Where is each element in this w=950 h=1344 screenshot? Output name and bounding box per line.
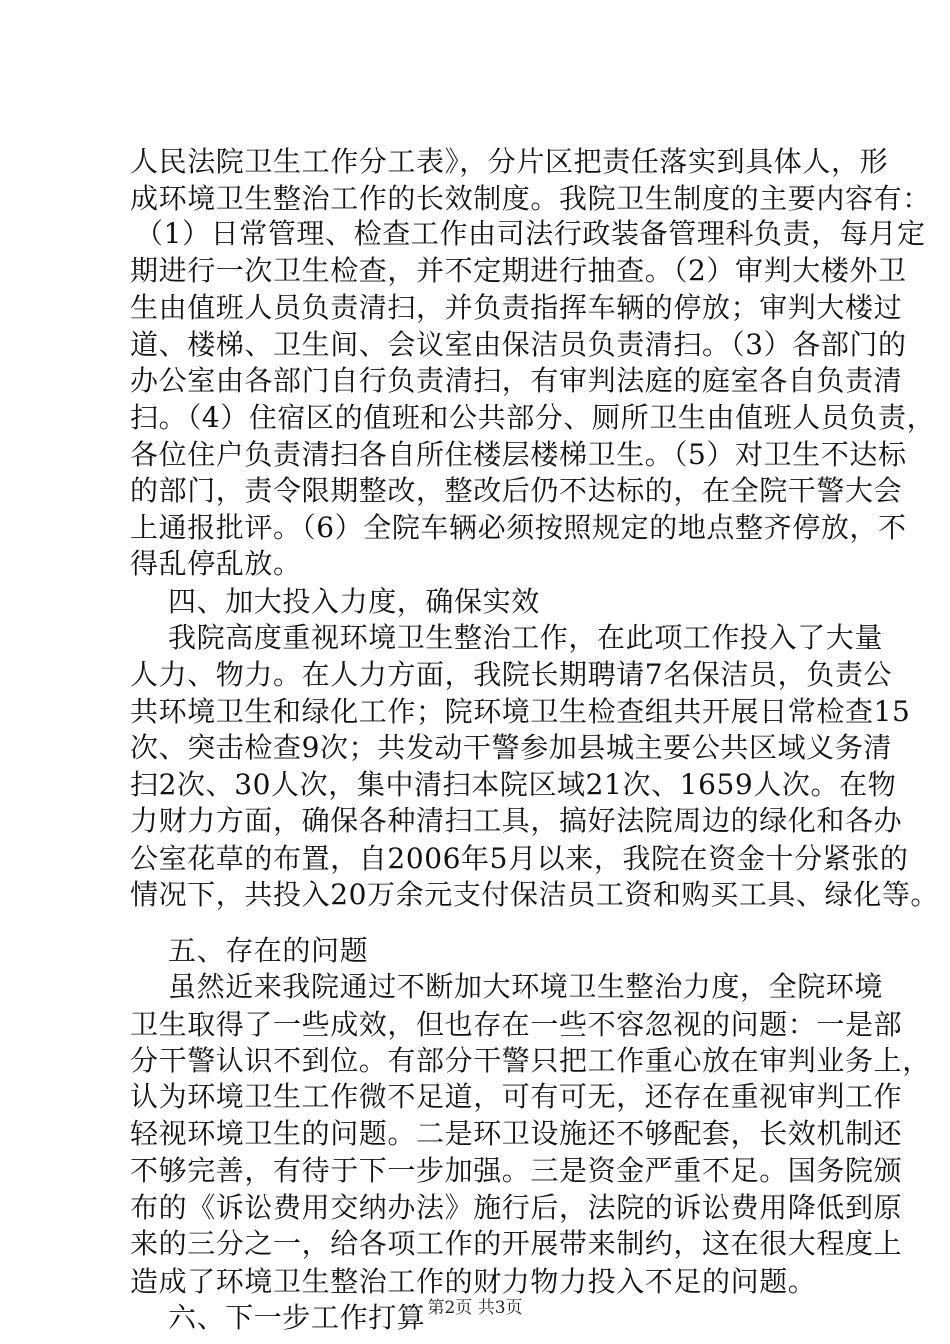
text-line: 卫生取得了一些成效，但也存在一些不容忽视的问题：一是部 xyxy=(130,1008,903,1041)
text-line: 扫。（4）住宿区的值班和公共部分、厕所卫生由值班人员负责， xyxy=(130,401,936,434)
text-line: 共环境卫生和绿化工作；院环境卫生检查组共开展日常检查15 xyxy=(130,695,911,728)
text-line: 来的三分之一，给各项工作的开展带来制约，这在很大程度上 xyxy=(130,1227,903,1260)
text-line: 期进行一次卫生检查，并不定期进行抽查。（2）审判大楼外卫 xyxy=(130,254,907,287)
text-line: 次、突击检查9次；共发动干警参加县城主要公共区域义务清 xyxy=(130,731,893,764)
text-line: 四、加大投入力度，确保实效 xyxy=(130,585,540,618)
text-line: 我院高度重视环境卫生整治工作，在此项工作投入了大量 xyxy=(130,621,884,654)
text-line: 办公室由各部门自行负责清扫，有审判法庭的庭室各自负责清 xyxy=(130,364,903,397)
text-line: 公室花草的布置，自2006年5月以来，我院在资金十分紧张的 xyxy=(130,842,909,875)
text-line: 生由值班人员负责清扫，并负责指挥车辆的停放；审判大楼过 xyxy=(130,291,903,324)
text-line: 上通报批评。（6）全院车辆必须按照规定的地点整齐停放，不 xyxy=(130,511,907,544)
text-line: 认为环境卫生工作微不足道，可有可无，还存在重视审判工作 xyxy=(130,1080,903,1113)
text-line: （1）日常管理、检查工作由司法行政装备管理科负责，每月定 xyxy=(135,217,926,250)
text-line: 各位住户负责清扫各自所住楼层楼梯卫生。（5）对卫生不达标 xyxy=(130,438,907,471)
text-line: 六、下一步工作打算 xyxy=(130,1301,426,1334)
text-line: 情况下，共投入20万余元支付保洁员工资和购买工具、绿化等。 xyxy=(130,878,940,911)
text-line: 人力、物力。在人力方面，我院长期聘请7名保洁员，负责公 xyxy=(130,658,893,691)
text-line: 轻视环境卫生的问题。二是环卫设施还不够配套，长效机制还 xyxy=(130,1117,903,1150)
text-line: 成环境卫生整治工作的长效制度。我院卫生制度的主要内容有： xyxy=(130,182,931,215)
page-footer: 第2页 共3页 xyxy=(427,1298,523,1318)
text-line: 力财力方面，确保各种清扫工具，搞好法院周边的绿化和各办 xyxy=(130,804,903,837)
text-line: 分干警认识不到位。有部分干警只把工作重心放在审判业务上， xyxy=(130,1044,931,1077)
text-line: 五、存在的问题 xyxy=(130,934,369,967)
text-line: 得乱停乱放。 xyxy=(130,547,302,580)
text-line: 虽然近来我院通过不断加大环境卫生整治力度，全院环境 xyxy=(130,970,884,1003)
text-line: 布的《诉讼费用交纳办法》施行后，法院的诉讼费用降低到原 xyxy=(130,1191,903,1224)
text-line: 不够完善，有待于下一步加强。三是资金严重不足。国务院颁 xyxy=(130,1154,903,1187)
text-line: 人民法院卫生工作分工表》，分片区把责任落实到具体人，形 xyxy=(130,145,889,178)
text-line: 扫2次、30人次，集中清扫本院区域21次、1659人次。在物 xyxy=(130,768,897,801)
text-line: 道、楼梯、卫生间、会议室由保洁员负责清扫。（3）各部门的 xyxy=(130,328,907,361)
text-line: 造成了环境卫生整治工作的财力物力投入不足的问题。 xyxy=(130,1265,817,1298)
text-line: 的部门，责令限期整改，整改后仍不达标的，在全院干警大会 xyxy=(130,474,903,507)
